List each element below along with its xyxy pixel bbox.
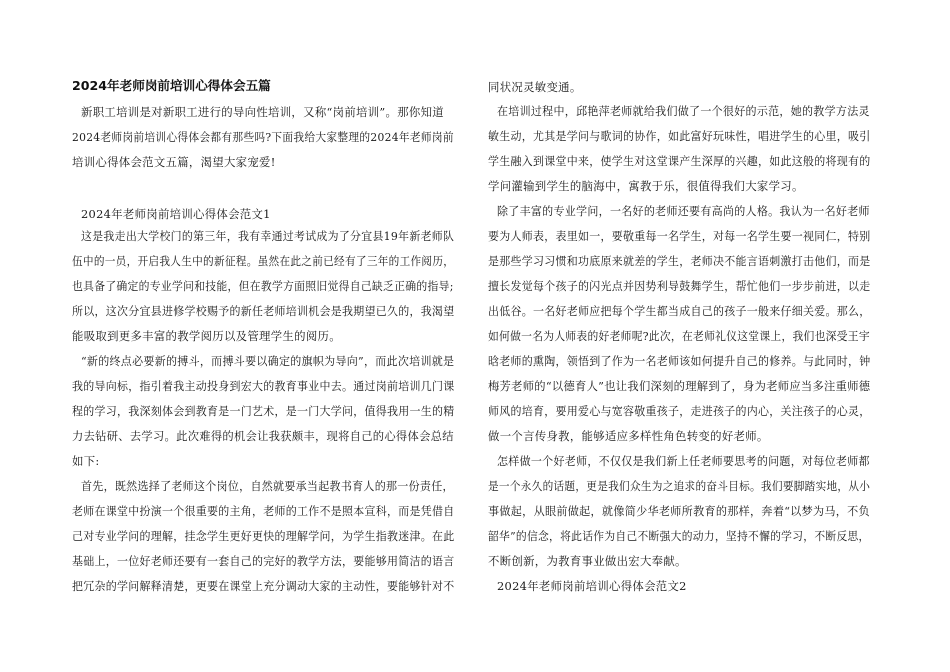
- section-heading: 2024年老师岗前培训心得体会范文1: [81, 207, 271, 221]
- text-line: 是那些学习习惯和功底原来就差的学生，老师决不能言语刺激打击他们，而是: [488, 254, 871, 268]
- text-line: 2024老师岗前培训心得体会都有那些吗?下面我给大家整理的2024年老师岗前: [72, 130, 454, 144]
- text-line: 韶华”的信念，将此话作为自己不断强大的动力，坚持不懈的学习，不断反思，: [488, 529, 870, 543]
- text-line: 基础上，一位好老师还要有一套自己的完好的教学方法，要能够用简洁的语言: [72, 554, 455, 568]
- text-line: 在培训过程中，邱艳萍老师就给我们做了一个很好的示范，她的教学方法灵: [497, 104, 870, 118]
- text-line: 这是我走出大学校门的第三年，我有幸通过考试成为了分宜县19年新老师队: [81, 229, 455, 243]
- document-title: 2024年老师岗前培训心得体会五篇: [72, 78, 271, 93]
- text-line: 晗老师的熏陶，领悟到了作为一名老师该如何提升自己的修养。与此同时，钟: [488, 354, 871, 368]
- text-line: 师风的培育，要用爱心与宽容敬重孩子，走进孩子的内心，关注孩子的心灵，: [488, 404, 871, 418]
- text-line: 己对专业学问的理解，挂念学生更好更快的理解学问，为学生指教迷津。在此: [72, 529, 455, 543]
- text-line: 所以，这次分宜县进修学校赐予的新任老师培训机会是我期望已久的，我渴望: [72, 304, 455, 318]
- text-line: 做一个言传身教，能够适应多样性角色转变的好老师。: [488, 429, 769, 443]
- text-line: 同状况灵敏变通。: [488, 80, 582, 94]
- text-line: 擅长发觉每个孩子的闪光点并因势利导鼓舞学生，帮忙他们一步步前进，以走: [488, 279, 871, 293]
- text-line: 是一个永久的话题，更是我们众生为之追求的奋斗目标。我们要脚踏实地，从小: [488, 479, 871, 493]
- text-line: 老师在课堂中扮演一个很重要的主角，老师的工作不是照本宣科，而是凭借自: [72, 504, 455, 518]
- text-line: 要为人师表，表里如一，要敬重每一名学生，对每一名学生要一视同仁，特别: [488, 229, 871, 243]
- text-line: 梅芳老师的“以德育人”也让我们深刻的理解到了，身为老师应当多注重师德: [488, 379, 871, 393]
- text-line: 敏生动，尤其是学问与歌词的协作，如此富好玩味性，唱进学生的心里，吸引: [488, 129, 871, 143]
- text-line: 我的导向标，指引着我主动投身到宏大的教育事业中去。通过岗前培训几门课: [72, 379, 455, 393]
- text-line: 能吸取到更多丰富的教学阅历以及管理学生的阅历。: [72, 329, 341, 343]
- text-line: “新的终点必要新的搏斗，而搏斗要以确定的旗帜为导向”，而此次培训就是: [81, 354, 455, 368]
- text-line: 伍中的一员，开启我人生中的新征程。虽然在此之前已经有了三年的工作阅历，: [72, 254, 455, 268]
- text-line: 把冗杂的学问解释清楚，更要在课堂上充分调动大家的主动性，要能够针对不: [72, 579, 455, 593]
- text-line: 出低谷。一名好老师应把每个学生都当成自己的孩子一般来仔细关爱。那么，: [488, 304, 871, 318]
- text-line: 培训心得体会范文五篇，渴望大家宠爱!: [72, 155, 276, 169]
- text-line: 不断创新，为教育事业做出宏大奉献。: [488, 554, 687, 568]
- text-line: 事做起，从眼前做起，就像简少华老师所教育的那样，奔着“以梦为马，不负: [488, 504, 870, 518]
- text-line: 新职工培训是对新职工进行的导向性培训，又称“岗前培训”。那你知道: [81, 105, 444, 119]
- text-line: 如下:: [72, 454, 100, 468]
- text-line: 学生融入到课堂中来，使学生对这堂课产生深厚的兴趣，如此这般的将现有的: [488, 154, 871, 168]
- text-line: 学问灌输到学生的脑海中，寓教于乐，很值得我们大家学习。: [488, 179, 804, 193]
- text-line: 如何做一名为人师表的好老师呢?此次，在老师礼仪这堂课上，我们也深受王宇: [488, 329, 870, 343]
- text-line: 首先，既然选择了老师这个岗位，自然就要承当起教书育人的那一份责任，: [81, 479, 454, 493]
- text-line: 力去钻研、去学习。此次难得的机会让我获颇丰，现将自己的心得体会总结: [72, 429, 454, 443]
- text-line: 程的学习，我深刻体会到教育是一门艺术，是一门大学问，值得我用一生的精: [72, 404, 455, 418]
- text-line: 也具备了确定的专业学问和技能，但在教学方面照旧觉得自己缺乏正确的指导;: [72, 279, 454, 293]
- text-line: 除了丰富的专业学问，一名好的老师还要有高尚的人格。我认为一名好老师: [497, 204, 870, 218]
- text-line: 怎样做一个好老师，不仅仅是我们新上任老师要思考的问题，对每位老师都: [497, 454, 870, 468]
- section-heading: 2024年老师岗前培训心得体会范文2: [497, 579, 687, 593]
